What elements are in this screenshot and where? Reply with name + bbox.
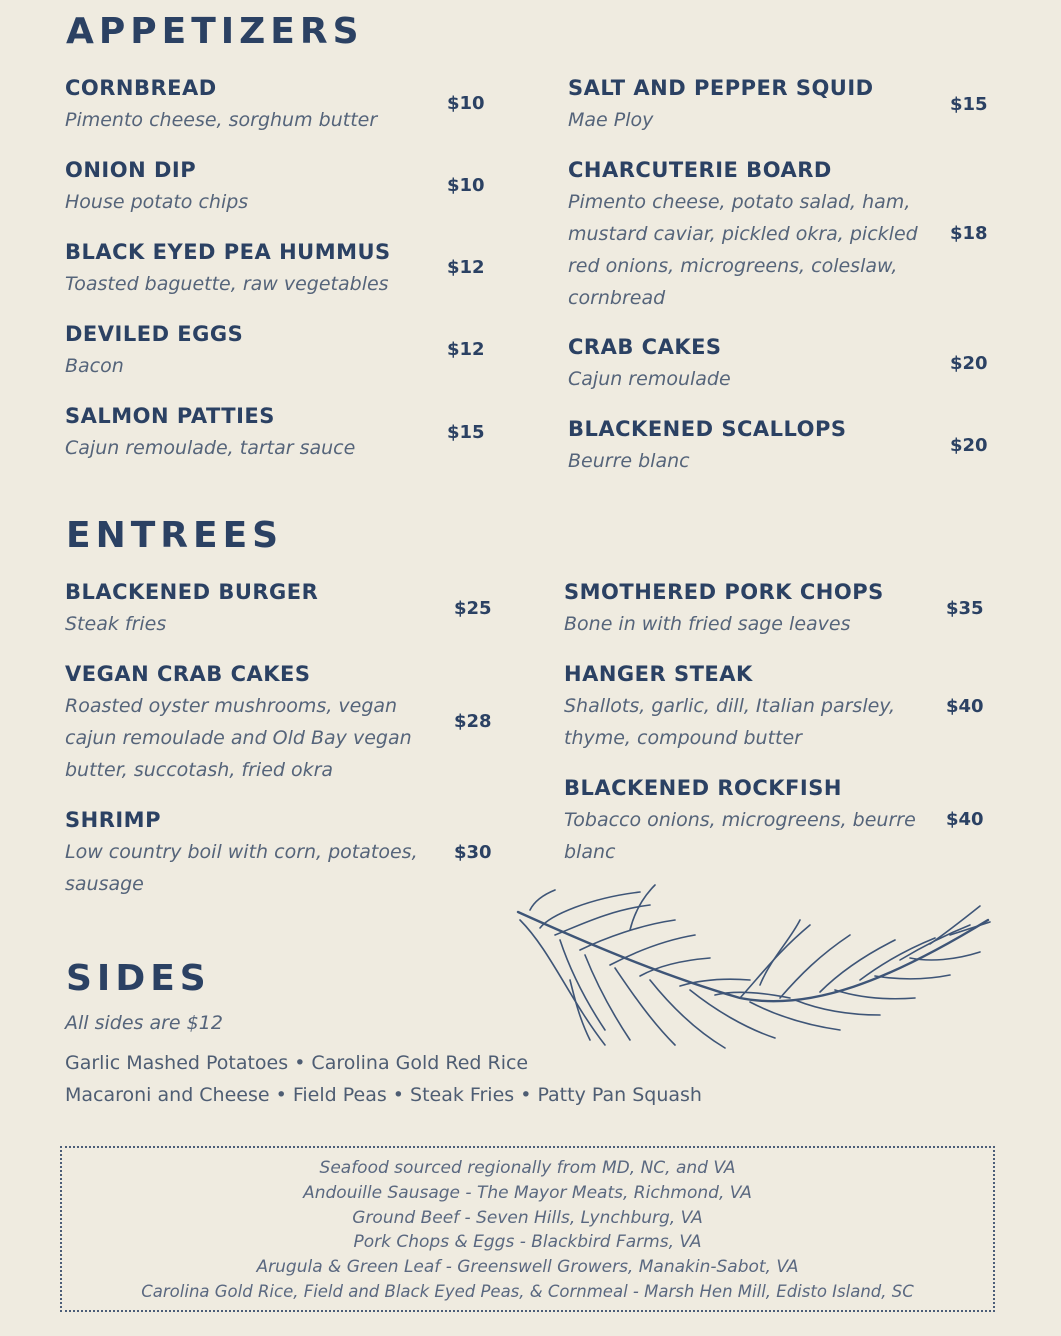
menu-item	[65, 236, 435, 300]
item-price: $15	[447, 422, 485, 443]
rosemary-sprig-icon	[510, 880, 1000, 1060]
menu-item	[65, 318, 435, 382]
item-description: Cajun remoulade	[568, 368, 731, 390]
item-description: Pimento cheese, sorghum butter	[65, 109, 378, 131]
item-price: $40	[946, 696, 984, 717]
entrees-title: ENTREES	[66, 515, 284, 556]
item-description: Toasted baguette, raw vegetables	[65, 273, 389, 295]
item-price: $40	[946, 809, 984, 830]
sourcing-line: Carolina Gold Rice, Field and Black Eyed Peas, & Cornmeal - Marsh Hen Mill, Edisto Island, SC	[141, 1281, 914, 1301]
item-name: SALMON PATTIES	[65, 404, 275, 428]
menu-item	[65, 72, 435, 136]
sides-list-line: Macaroni and Cheese • Field Peas • Steak Fries • Patty Pan Squash	[65, 1084, 702, 1106]
sourcing-line: Arugula & Green Leaf - Greenswell Growers, Manakin-Sabot, VA	[256, 1257, 799, 1278]
item-price: $10	[447, 175, 485, 196]
sourcing-line: Ground Beef - Seven Hills, Lynchburg, VA	[352, 1207, 703, 1228]
item-name: SMOTHERED PORK CHOPS	[564, 580, 884, 604]
item-price: $12	[447, 257, 485, 278]
item-description: Beurre blanc	[568, 450, 690, 472]
item-description: Bone in with fried sage leaves	[564, 613, 851, 635]
appetizers-title: APPETIZERS	[66, 11, 364, 52]
menu-item	[568, 72, 938, 136]
sides-list-line: Garlic Mashed Potatoes • Carolina Gold Red Rice	[65, 1052, 529, 1074]
item-price: $25	[454, 598, 492, 619]
item-description: Steak fries	[65, 613, 167, 635]
menu-item	[564, 772, 934, 868]
item-name: SHRIMP	[65, 808, 161, 832]
sourcing-line: Pork Chops & Eggs - Blackbird Farms, VA	[353, 1232, 702, 1253]
item-price: $12	[447, 339, 485, 360]
item-name: DEVILED EGGS	[65, 322, 244, 346]
menu-item	[568, 413, 938, 477]
menu-item	[65, 154, 435, 218]
item-description: Low country boil with corn, potatoes, sausage	[65, 841, 418, 895]
item-name: CORNBREAD	[65, 76, 217, 100]
item-name: HANGER STEAK	[564, 662, 753, 686]
item-description: Roasted oyster mushrooms, vegan cajun remoulade and Old Bay vegan butter, succotash, fried okra	[65, 695, 412, 781]
item-price: $20	[950, 435, 988, 456]
sides-title: SIDES	[66, 958, 211, 999]
sourcing-box	[60, 1146, 995, 1312]
item-description: Cajun remoulade, tartar sauce	[65, 437, 356, 459]
menu-item	[568, 154, 938, 314]
menu-item	[65, 804, 440, 900]
menu-item	[65, 576, 440, 640]
item-name: BLACKENED SCALLOPS	[568, 417, 847, 441]
item-name: CRAB CAKES	[568, 335, 722, 359]
item-name: BLACKENED BURGER	[65, 580, 319, 604]
item-name: VEGAN CRAB CAKES	[65, 662, 311, 686]
item-name: CHARCUTERIE BOARD	[568, 158, 832, 182]
item-name: BLACK EYED PEA HUMMUS	[65, 240, 391, 264]
sourcing-line: Seafood sourced regionally from MD, NC, and VA	[319, 1158, 736, 1178]
item-description: House potato chips	[65, 191, 249, 213]
menu-item	[564, 658, 934, 754]
item-description: Pimento cheese, potato salad, ham, mustard caviar, pickled okra, pickled red onions, microgreens, coleslaw, cornbread	[568, 191, 918, 309]
sourcing-line: Andouille Sausage - The Mayor Meats, Richmond, VA	[303, 1182, 752, 1203]
item-price: $35	[946, 598, 984, 619]
item-name: SALT AND PEPPER SQUID	[568, 76, 874, 100]
item-description: Shallots, garlic, dill, Italian parsley, thyme, compound butter	[564, 695, 896, 749]
item-price: $18	[950, 223, 988, 244]
item-price: $15	[950, 94, 988, 115]
item-price: $30	[454, 842, 492, 863]
item-description: Tobacco onions, microgreens, beurre blanc	[564, 809, 916, 863]
sides-note: All sides are $12	[65, 1012, 223, 1034]
item-price: $20	[950, 353, 988, 374]
item-description: Mae Ploy	[568, 109, 654, 131]
item-name: BLACKENED ROCKFISH	[564, 776, 842, 800]
item-description: Bacon	[65, 355, 124, 377]
item-price: $28	[454, 711, 492, 732]
menu-item	[65, 658, 440, 786]
item-name: ONION DIP	[65, 158, 197, 182]
menu-item	[564, 576, 934, 640]
menu-item	[568, 331, 938, 395]
item-price: $10	[447, 93, 485, 114]
menu-item	[65, 400, 435, 464]
